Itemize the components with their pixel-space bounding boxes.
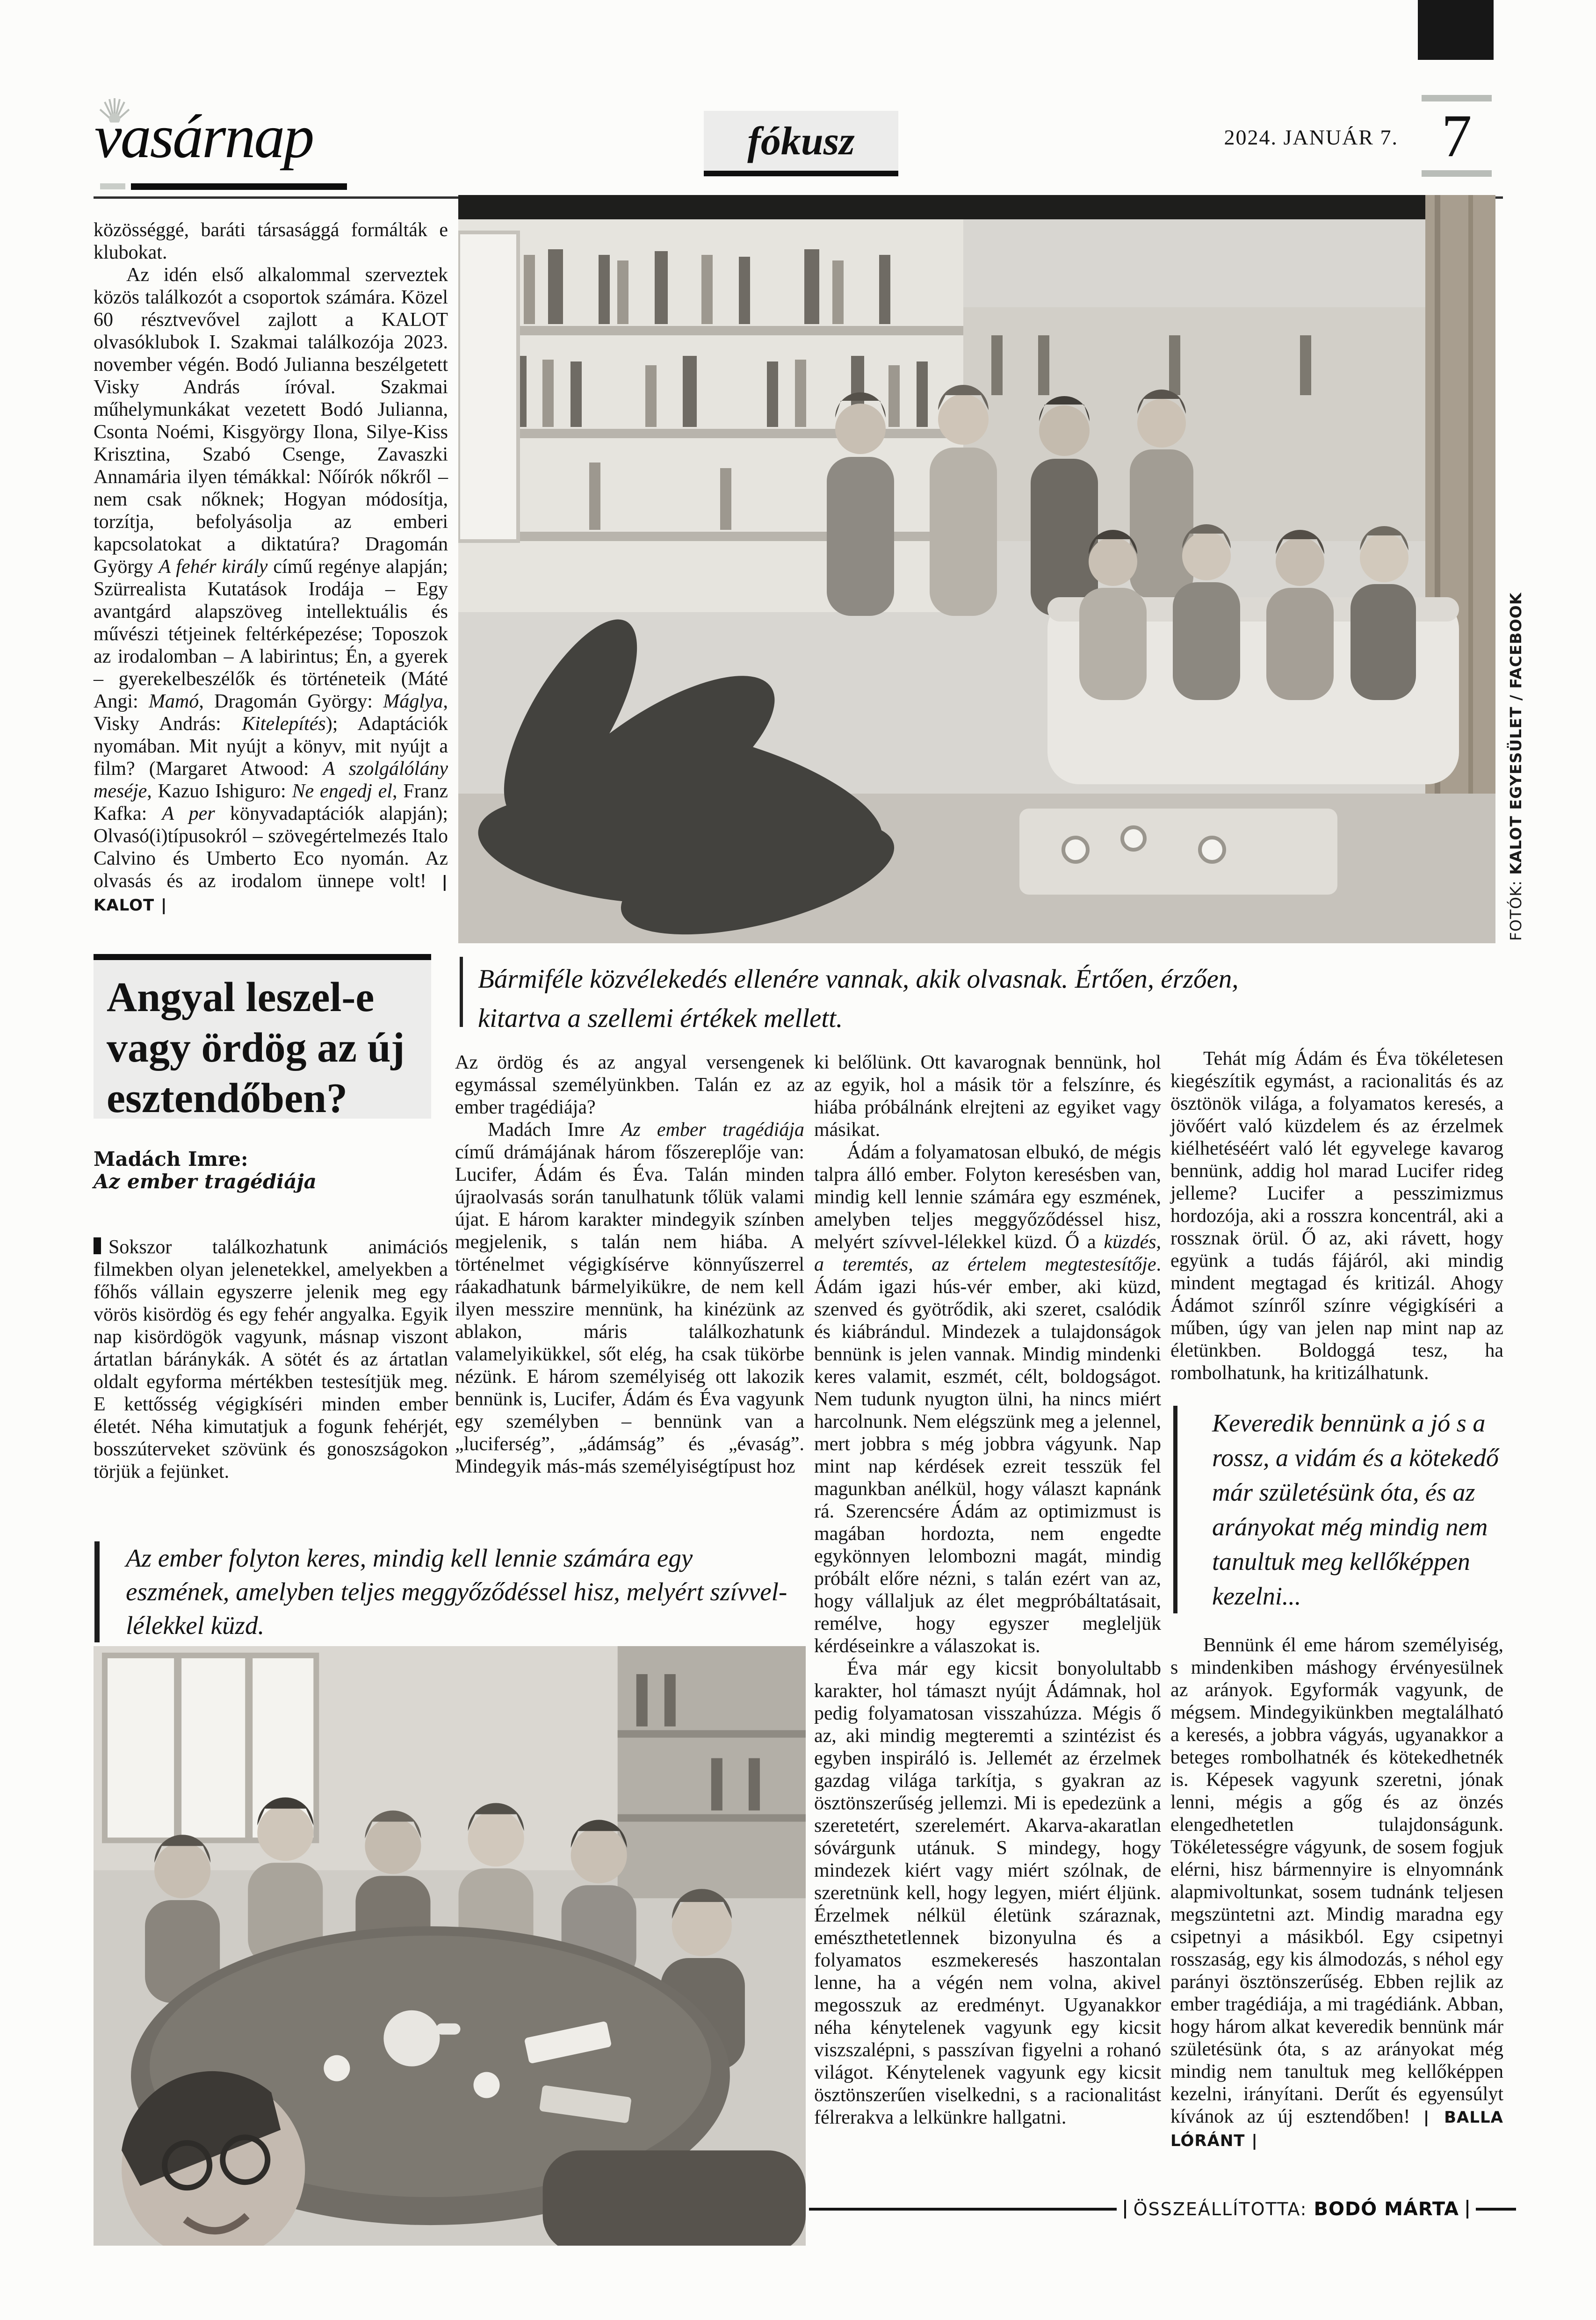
article2-column-1 bbox=[94, 1148, 448, 1483]
top-photo-image bbox=[458, 195, 1495, 943]
article2-headline-text: Angyal leszel-e vagy ördög az új esztendőben? bbox=[107, 974, 405, 1121]
article2-paragraph bbox=[94, 1236, 448, 1483]
pullquote-2: Keveredik bennünk a jó s a rossz, a vidám és a kötekedő már születésünk óta, és az arányokat még mindig nem tanultuk meg kellőképpen kezelni... bbox=[1173, 1406, 1503, 1613]
article2-paragraph: Éva már egy kicsit bonyolultabb karakter, hol támaszt nyújt Ádámnak, hol pedig folyamatosan visszahúzza. Mégis ő az, aki mindig megteremti a szintézist és egyben inspiráló is. Jellemét az érzelmek gazdag világa tarkítja, s gyakran az ösztönszerűség jellemzi. Mi is epedezünk a szeretetért, szerelemért. Akarva-akaratlan sóvárgunk utánuk. S mindegy, hogy mindezek kiért vagy miért szólnak, de szeretnünk kell, hogy legyen, miért éljünk. Érzelmek nélkül életünk száraznak, emészthetetlennek bizonyulna és a folyamatos eszmekeresés haszontalan lenne, ha a végén nem volna, akivel megosszuk az eredményt. Ugyanakkor néha kénytelenek vagyunk egy kicsit viszszalépni, s passzívan figyelni a rohanó világot. Kénytelenek vagyunk egy kicsit ösztönszerűen viselkedni, s a racionalitást félrerakva a lelkünkre hallgatni. bbox=[814, 1658, 1161, 2128]
logo-underline-bar bbox=[131, 183, 347, 190]
bottom-photo-image bbox=[94, 1646, 806, 2246]
article2-paragraph: Madách Imre Az ember tragédiája című drámájának három főszereplője van: Lucifer, Ádám és Éva. Talán minden újraolvasás során tanulhatunk tőlük valami újat. E három karakter mindegyik színben megjelenik, s talán nem hiába. A történelmet végigkísérve könnyűszerrel ráakadhatunk bármelyikükre, de nem kell ilyen messzire mennünk, ha kinézünk az ablakon, máris találkozhatunk valamelyikükkel, sőt elég, ha csak tükörbe nézünk. E három személyiség ott lakozik bennünk is, Lucifer, Ádám és Éva vagyunk egy személyben – bennünk van a „luciferség”, „ádámság” és „évaság”. Mindegyik más-más személyiségtípust hoz bbox=[455, 1119, 804, 1477]
photo-credit bbox=[1507, 592, 1525, 941]
article2-paragraph: ki belőlünk. Ott kavarognak bennünk, hol az egyik, hol a másik tör a felszínre, és hiába próbálnánk elrejteni az egyiket vagy másikat. bbox=[814, 1052, 1161, 1141]
article2-paragraph-text: Sokszor találkozhatunk animációs filmekben olyan jelenetekkel, amelyekben a főhős vállain egyszerre jelenik meg egy vörös kisördög és egy fehér angyalka. Egyik nap kisördögök vagyunk, másnap viszont ártatlan báránykák. A sötét és az ártatlan oldalt egyforma mértékben testesítjük meg. E kettősség végigkíséri minden ember életét. Néha kimutatjuk a fogunk fehérjét, bosszúterveket szövünk és gonoszságokon törjük a fejünket. bbox=[94, 1236, 448, 1482]
article1-paragraph: közösséggé, baráti társasággá formálták e klubokat. bbox=[94, 219, 448, 263]
top-photo bbox=[458, 195, 1495, 943]
article2-paragraph: Ádám a folyamatosan elbukó, de mégis talpra álló ember. Folyton keresésben van, mindig kell lennie számára egy eszmének, amelyben teljes meggyőződéssel hisz, melyért szívvel-lélekkel küzd. Ő a küzdés, a teremtés, az értelem megtestesítője. Ádám igazi hús-vér ember, aki küzd, szenved és gyötrődik, aki szeret, csalódik és kiábrándul. Mindezek a tulajdonságok bennünk is jelen vannak. Mindig mindenki keres valamit, eszmét, célt, boldogságot. Nem tudunk nyugton ülni, ha nincs miért harcolnunk. Nem elégszünk meg a jelennel, mert jobbra s még jobbra vágyunk. Nap mint nap kérdések ezreit tesszük fel magunkban anélkül, hogy választ kapnánk rá. Szerencsére Ádám az optimizmust is magában hordozta, nem engedte egykönnyen lelombozni magát, mindig próbált előre nézni, s talán ezért van az, hogy vállaljuk az élet megpróbáltatásait, remélve, hogy egyszer megleljük kérdéseinkre a válaszokat is. bbox=[814, 1142, 1161, 1657]
section-label-text: fókusz bbox=[747, 118, 855, 163]
photo-credit-name: KALOT EGYESÜLET / FACEBOOK bbox=[1507, 592, 1525, 875]
subhead-author: Madách Imre: bbox=[94, 1148, 248, 1171]
footer-label: ÖSSZEÁLLÍTOTTA: bbox=[1133, 2199, 1307, 2219]
article2-headline bbox=[94, 954, 431, 1119]
section-label bbox=[704, 111, 898, 176]
footer-tick-left bbox=[1124, 2200, 1126, 2219]
footer-name: BODÓ MÁRTA bbox=[1314, 2198, 1459, 2220]
pullquote-1: Az ember folyton keres, mindig kell lennie számára egy eszmének, amelyben teljes meggyőződéssel hisz, melyért szívvel-lélekkel küzd. bbox=[94, 1541, 795, 1642]
footer-tick-right bbox=[1466, 2200, 1468, 2219]
article2-paragraph: Az ördög és az angyal versengenek egymással személyünkben. Talán ez az ember tragédiája? bbox=[455, 1052, 804, 1118]
article2-paragraph: Bennünk él eme három személyiség, s mindenkiben máshogy érvényesülnek az arányok. Egyformák vagyunk, de mégsem. Mindegyikünkben megtalálható a keresés, a jobbra vágyás, ugyanakkor a beteges rombolhatnék és kötekedhetnék is. Képesek vagyunk szeretni, jónak lenni, mégis a gőg és az önzés elengedhetetlen tulajdonságunk. Tökéletességre vágyunk, de sosem fogjuk elérni, hisz bármennyire is elnyomnánk alapmivoltunkat, sosem tudnánk teljesen megszüntetni azt. Mindig maradna egy csipetnyi a másikból. Egy csipetnyi rosszaság, egy kis álmodozás, s néhol egy parányi ösztönszerűség. Ebben rejlik az ember tragédiája, a mi tragédiánk. Abban, hogy három alkat keveredik bennünk már születésünk óta, s az arányokat még mindig nem tanultuk meg kellőképpen kezelni, irányítani. Derűt és egyensúlyt kívánok az új esztendőben! | BALLA LÓRÁNT | bbox=[1170, 1634, 1503, 2150]
paragraph-lead-block bbox=[94, 1237, 101, 1254]
logo-underline-dash bbox=[100, 183, 125, 189]
footer-credit bbox=[809, 2198, 1516, 2220]
article1-column bbox=[94, 219, 448, 917]
pagenum-dash-bottom bbox=[1422, 170, 1492, 177]
article1-paragraph: Az idén első alkalommal szerveztek közös találkozót a csoportok számára. Közel 60 résztvevővel zajlott a KALOT olvasóklubok I. Szakmai találkozója 2023. november végén. Bodó Julianna beszélgetett Visky András íróval. Szakmai műhelymunkákat vezetett Bodó Julianna, Csonta Noémi, Kisgyörgy Ilona, Silye-Kiss Krisztina, Szabó Csenge, Zavaszki Annamária ilyen témákkal: Nőírók nőkről – nem csak nőknek; Hogyan módosítja, torzítja, befolyásolja az emberi kapcsolatokat a diktatúra? Dragomán György A fehér király című regénye alapján; Szürrealista Kutatások Irodája – Egy avantgárd alapszöveg intellektuális és művészi tétjeinek feltérképezése; Toposzok az irodalomban – A labirintus; Én, a gyerek – gyerekelbeszélők és történeteik (Máté Angi: Mamó, Dragomán György: Máglya, Visky András: Kitelepítés); Adaptációk nyomában. Mit nyújt a könyv, mit nyújt a film? (Margaret Atwood: A szolgálólány meséje, Kazuo Ishiguro: Ne engedj el, Franz Kafka: A per könyvadaptációk alapján); Olvasó(i)típusokról – szövegértelmezés Italo Calvino és Umberto Eco nyomán. Az olvasás és az irodalom ünnepe volt! | KALOT | bbox=[94, 264, 448, 915]
footer-rule-short bbox=[1476, 2208, 1516, 2211]
footer-rule-long bbox=[809, 2208, 1117, 2211]
article2-lede: Bármiféle közvélekedés ellenére vannak, akik olvasnak. Értően, érzően, kitartva a szellemi értékek mellett. bbox=[478, 964, 1239, 1033]
issue-date: 2024. JANUÁR 7. bbox=[1224, 125, 1398, 149]
article2-column-2 bbox=[455, 1051, 804, 1478]
corner-ink-block bbox=[1418, 0, 1494, 60]
article2-column-4 bbox=[1170, 1048, 1503, 2152]
bottom-photo bbox=[94, 1646, 806, 2246]
page-number: 7 bbox=[1441, 102, 1472, 170]
newspaper-logo: vasárnap bbox=[94, 102, 313, 171]
subhead-title: Az ember tragédiája bbox=[94, 1170, 317, 1193]
pagenum-dash-top bbox=[1422, 95, 1492, 101]
photo-credit-prefix: FOTÓK: bbox=[1507, 880, 1525, 941]
article2-paragraph: Tehát míg Ádám és Éva tökéletesen kiegészítik egymást, a racionalitás és az ösztönök világa, a folyamatos keresés, a jövőért való küzdelem és az érzelmek kiélhetéséért való lét egyvelege kavarog bennünk, addig hol marad Lucifer rideg jelleme? Lucifer a pesszimizmus hordozója, aki a rosszra koncentrál, aki a rossznak örül. Ő az, aki rávett, hogy együnk a tudás fájáról, aki mindig mindent megtagad és kritizál. Ahogy Ádámot színről színre végigkíséri a műben, úgy van jelen nap mint nap az életünkben. Boldoggá tesz, ha rombolhatunk, ha kritizálhatunk. bbox=[1170, 1048, 1503, 1384]
lede-rule bbox=[460, 957, 463, 1027]
article2-column-3 bbox=[814, 1051, 1161, 2129]
